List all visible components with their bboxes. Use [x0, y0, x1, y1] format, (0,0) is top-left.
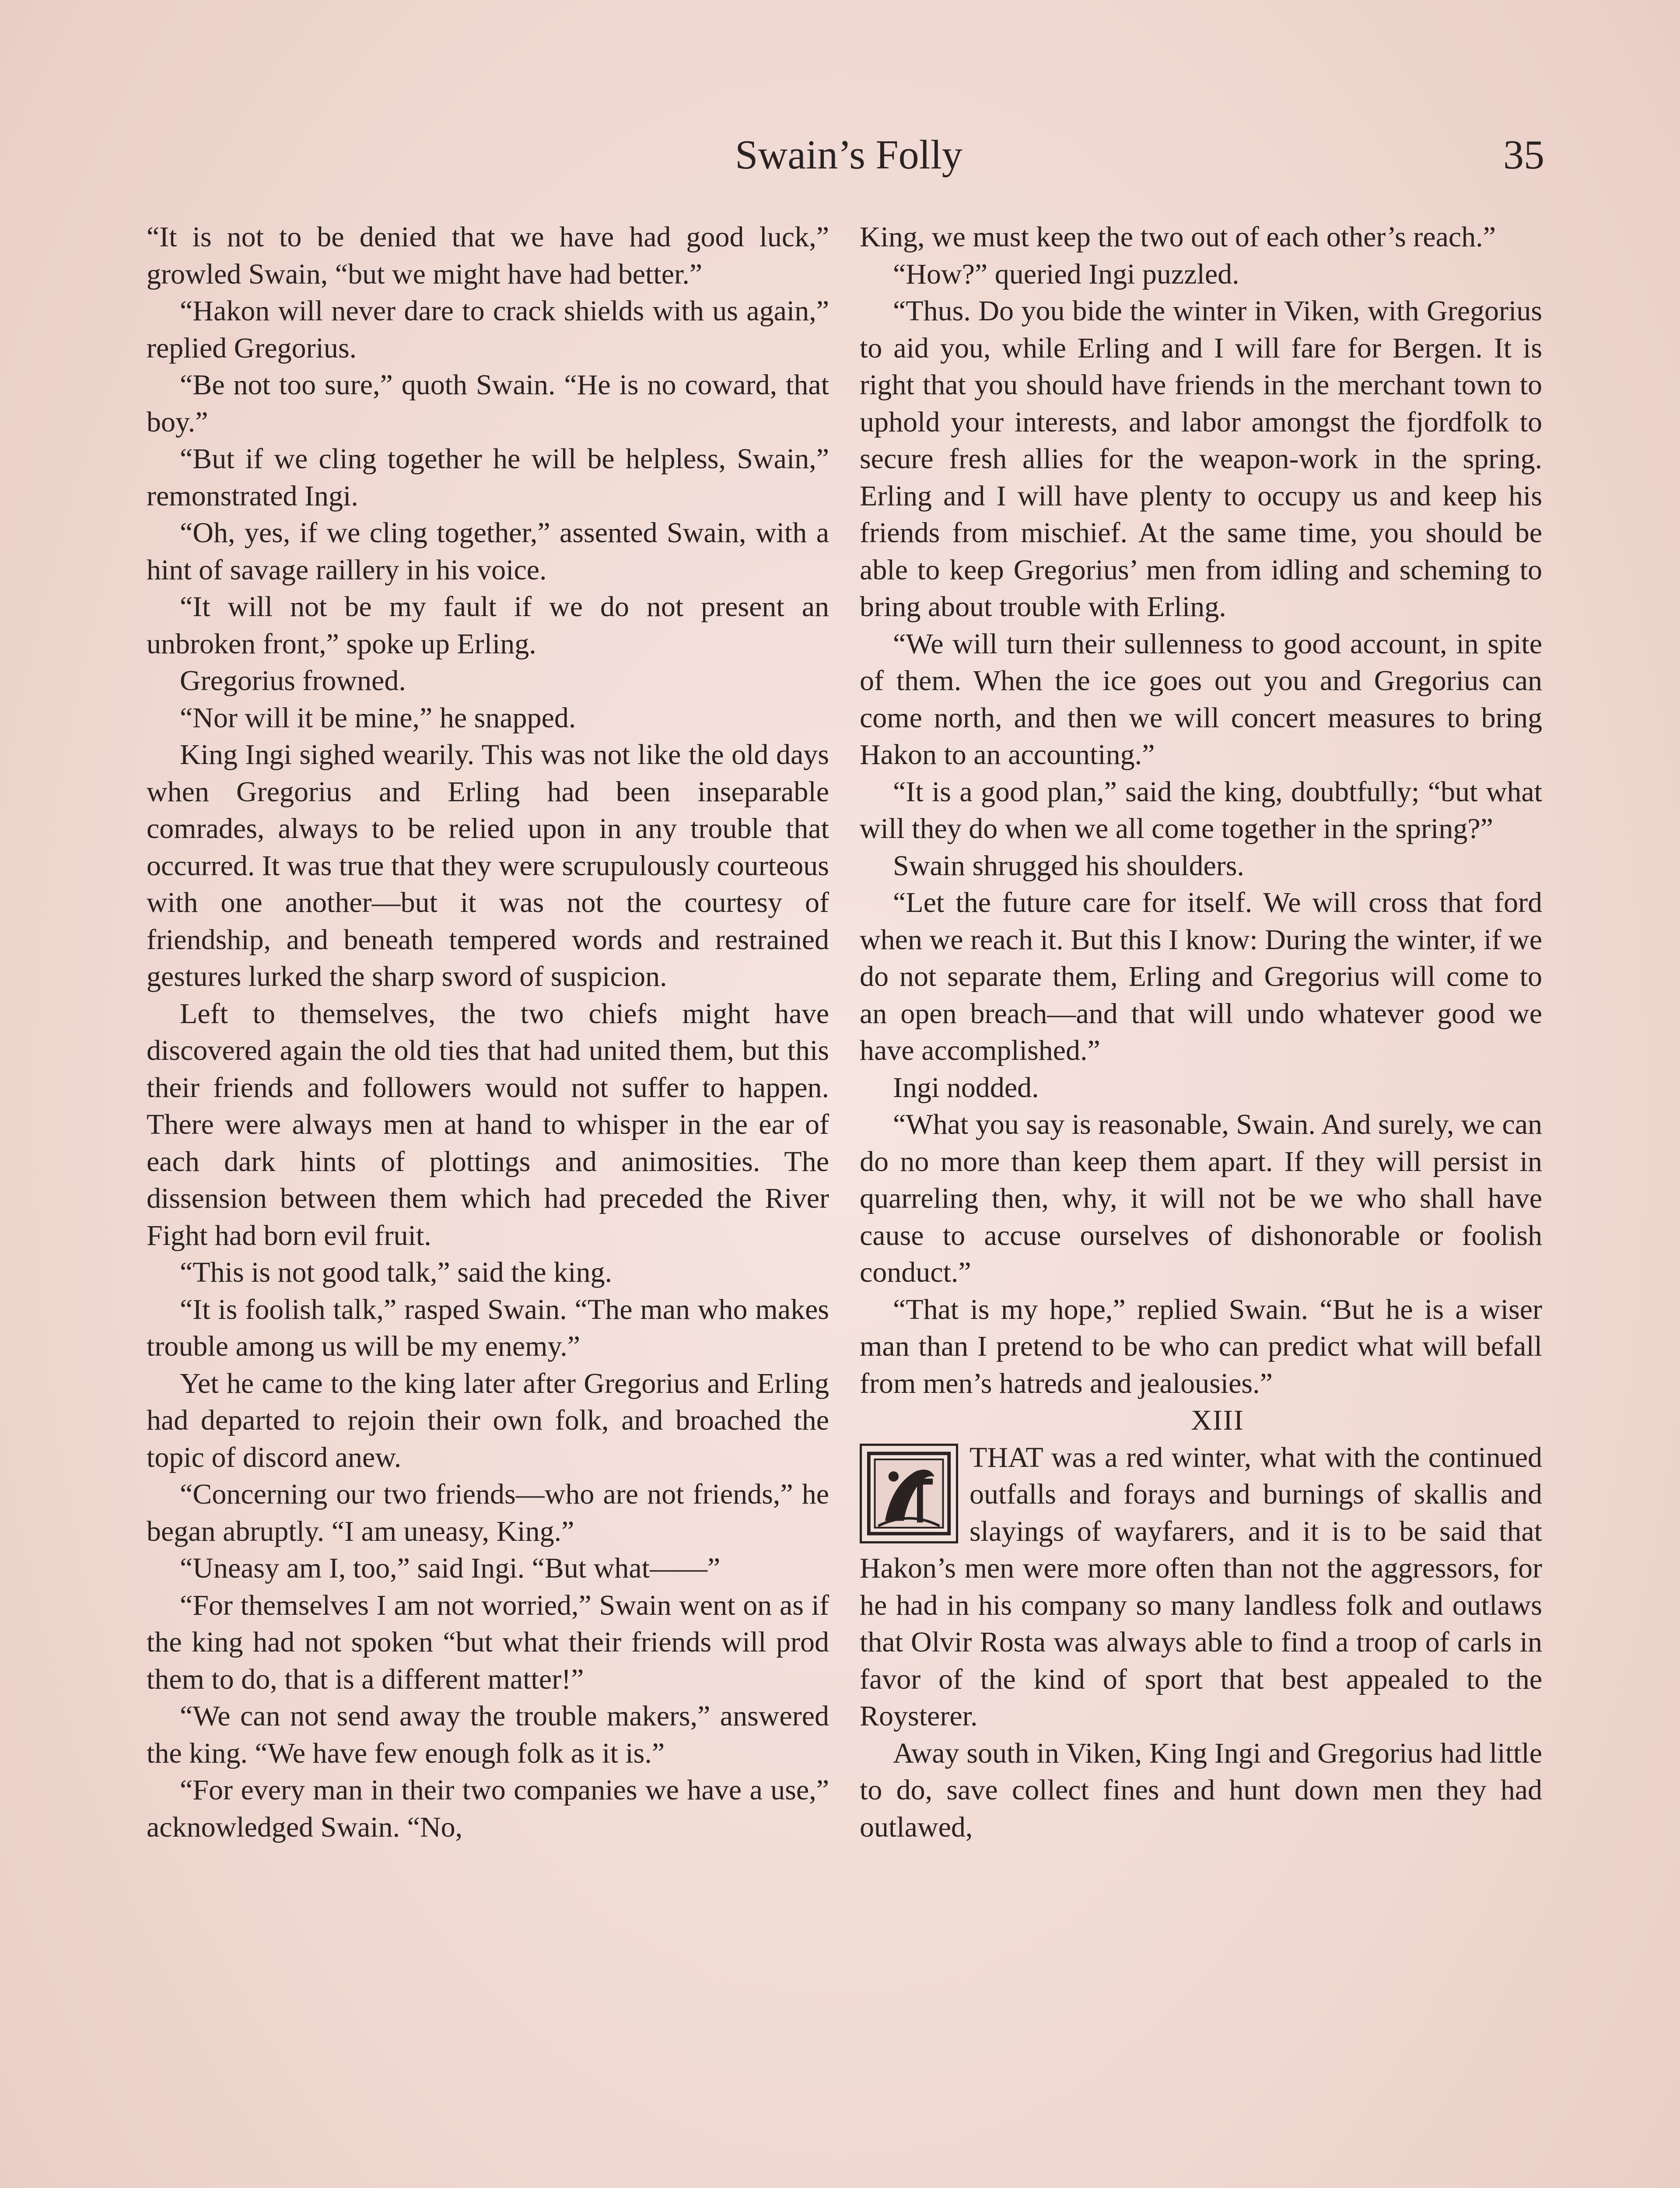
paragraph: “We will turn their sullenness to good account, in spite of them. When the ice goes out you and Gregorius can come north, and then we will concert measures to bring Hakon to an accounting.”: [860, 628, 1542, 771]
paragraph: King Ingi sighed wearily. This was not like the old days when Gregorius and Erling had been inseparable comrades, always to be relied upon in any trouble that occurred. It was true that they were scrupulously courteous with one another—but it was not the courtesy of friendship, and beneath tempered words and restrained gestures lurked the sharp sword of suspicion.: [147, 739, 829, 992]
paragraph: “It is not to be denied that we have had good luck,” growled Swain, “but we might have had better.”: [147, 221, 829, 290]
right-column: [860, 219, 1542, 2188]
paragraph: “What you say is reasonable, Swain. And surely, we can do no more than keep them apart. If they will persist in quarreling then, why, it will not be we who shall have cause to accuse ourselves of dishonorable or foolish conduct.”: [860, 1108, 1542, 1288]
illuminated-initial-icon: [860, 1444, 958, 1543]
paragraph: Away south in Viken, King Ingi and Gregorius had little to do, save collect fines and hunt down men they had outlawed,: [860, 1737, 1542, 1843]
paragraph: “Uneasy am I, too,” said Ingi. “But what——”: [180, 1552, 721, 1584]
paragraph: “Oh, yes, if we cling together,” assented Swain, with a hint of savage raillery in his voice.: [147, 517, 829, 586]
paragraph: “How?” queried Ingi puzzled.: [893, 258, 1239, 290]
paragraph: “This is not good talk,” said the king.: [180, 1256, 612, 1288]
paragraph: “That is my hope,” replied Swain. “But he is a wiser man than I pretend to be who can predict what will befall from men’s hatreds and jealousies.”: [860, 1293, 1542, 1399]
paragraph: “Be not too sure,” quoth Swain. “He is no coward, that boy.”: [147, 369, 829, 438]
paragraph: “Concerning our two friends—who are not friends,” he began abruptly. “I am uneasy, King.”: [147, 1478, 829, 1547]
paragraph: “Nor will it be mine,” he snapped.: [180, 701, 576, 734]
chapter-opening-paragraph: [860, 1439, 1542, 1735]
paragraph: Gregorius frowned.: [180, 665, 406, 697]
paragraph: “For every man in their two companies we have a use,” acknowledged Swain. “No,: [147, 1774, 829, 1843]
page-header: [0, 131, 1680, 193]
paragraph-text: THAT was a red winter, what with the continued outfalls and forays and burnings of skallis and slayings of wayfarers, and it is to be said that Hakon’s men were more often than not the aggressors, for he had in his company so many landless folk and outlaws that Olvir Rosta was always able to find a troop of carls in favor of the kind of sport that best appealed to the Roysterer.: [860, 1441, 1542, 1732]
running-title: Swain’s Folly: [735, 132, 962, 178]
paragraph: “Let the future care for itself. We will cross that ford when we reach it. But this I know: During the winter, if we do not separate them, Erling and Gregorius will come to an open breach—and that will undo whatever good we have accomplished.”: [860, 887, 1542, 1066]
paragraph: Swain shrugged his shoulders.: [893, 849, 1244, 882]
left-column: [147, 219, 829, 2188]
paragraph: Ingi nodded.: [893, 1071, 1039, 1104]
paragraph: “It will not be my fault if we do not present an unbroken front,” spoke up Erling.: [147, 591, 829, 660]
paragraph: “But if we cling together he will be helpless, Swain,” remonstrated Ingi.: [147, 443, 829, 512]
paragraph: King, we must keep the two out of each other’s reach.”: [860, 221, 1496, 253]
paragraph: “It is foolish talk,” rasped Swain. “The man who makes trouble among us will be my enemy.”: [147, 1293, 829, 1362]
paragraph: “Thus. Do you bide the winter in Viken, with Gregorius to aid you, while Erling and I will fare for Bergen. It is right that you should have friends in the merchant town to uphold your interests, and labor amongst the fjordfolk to secure fresh allies for the weapon-work in the spring. Erling and I will have plenty to occupy us and keep his friends from mischief. At the same time, you should be able to keep Gregorius’ men from idling and scheming to bring about trouble with Erling.: [860, 295, 1542, 623]
paragraph: “It is a good plan,” said the king, doubtfully; “but what will they do when we all come together in the spring?”: [860, 775, 1542, 845]
paragraph: Left to themselves, the two chiefs might have discovered again the old ties that had united them, but this their friends and followers would not suffer to happen. There were always men at hand to whisper in the ear of each dark hints of plottings and animosities. The dissension between them which had preceded the River Fight had born evil fruit.: [147, 997, 829, 1252]
paragraph: Yet he came to the king later after Gregorius and Erling had departed to rejoin their own folk, and broached the topic of discord anew.: [147, 1367, 829, 1473]
page-number: 35: [1503, 132, 1544, 178]
paragraph: “We can not send away the trouble makers,” answered the king. “We have few enough folk as it is.”: [147, 1700, 829, 1769]
paragraph: “Hakon will never dare to crack shields with us again,” replied Gregorius.: [147, 295, 829, 364]
paragraph: “For themselves I am not worried,” Swain went on as if the king had not spoken “but what their friends will prod them to do, that is a different matter!”: [147, 1589, 829, 1695]
chapter-heading: XIII: [1191, 1404, 1244, 1436]
